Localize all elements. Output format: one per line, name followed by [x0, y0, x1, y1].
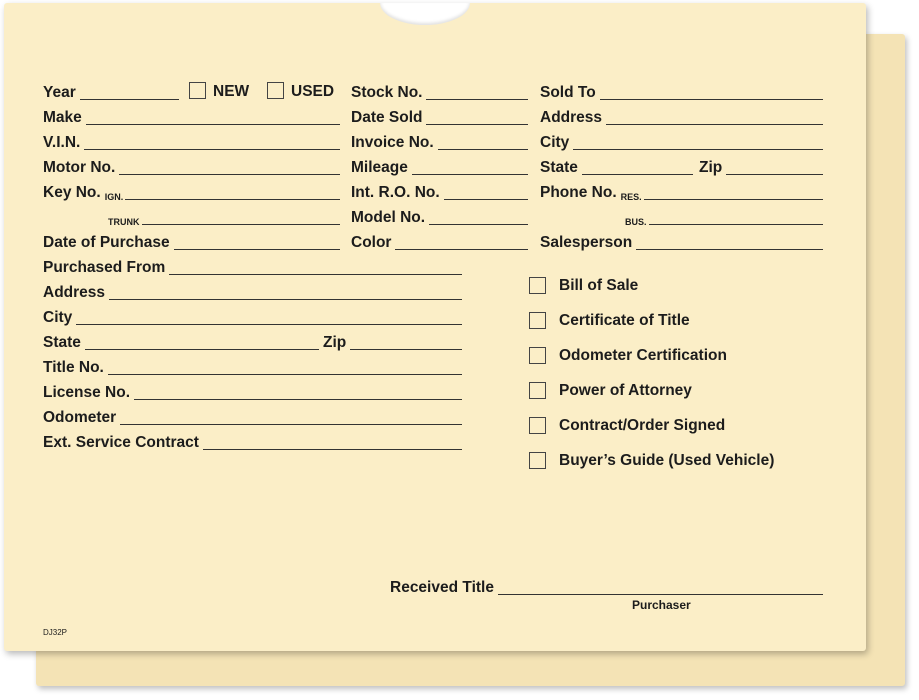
buyer-state-label: State	[540, 159, 578, 176]
make-field[interactable]	[43, 107, 340, 127]
ext-service-contract-label: Ext. Service Contract	[43, 434, 199, 451]
motor-no-field[interactable]	[43, 157, 340, 177]
ign-label: IGN.	[104, 192, 124, 202]
title-no-field[interactable]	[43, 357, 462, 377]
color-field[interactable]	[351, 232, 528, 252]
odometer-label: Odometer	[43, 409, 117, 426]
seller-state-label: State	[43, 334, 81, 351]
odometer-certification-checkbox[interactable]	[529, 347, 546, 364]
buyers-guide-label: Buyer’s Guide (Used Vehicle)	[559, 452, 775, 469]
buyer-city-field[interactable]	[540, 132, 823, 152]
buyers-guide-checkbox[interactable]	[529, 452, 546, 469]
form-code: DJ32P	[43, 628, 68, 637]
invoice-no-label: Invoice No.	[351, 134, 434, 151]
used-checkbox[interactable]	[267, 82, 284, 99]
buyer-zip-field[interactable]	[699, 157, 823, 177]
seller-address-label: Address	[43, 284, 106, 301]
vin-label: V.I.N.	[43, 134, 81, 151]
seller-address-field[interactable]	[43, 282, 462, 302]
date-sold-field[interactable]	[351, 107, 528, 127]
buyer-state-field[interactable]	[540, 157, 693, 177]
key-no-ign-field[interactable]	[43, 182, 340, 202]
new-checkbox[interactable]	[189, 82, 206, 99]
contract-order-signed-checkbox[interactable]	[529, 417, 546, 434]
phone-no-label: Phone No.	[540, 184, 617, 201]
power-of-attorney-checkbox[interactable]	[529, 382, 546, 399]
seller-zip-field[interactable]	[323, 332, 462, 352]
date-sold-label: Date Sold	[351, 109, 423, 126]
key-no-trunk-field[interactable]	[108, 207, 340, 227]
phone-bus-field[interactable]	[625, 207, 823, 227]
title-no-label: Title No.	[43, 359, 104, 376]
ext-service-contract-field[interactable]	[43, 432, 462, 452]
phone-res-field[interactable]	[540, 182, 823, 202]
used-label: USED	[291, 83, 335, 100]
invoice-no-field[interactable]	[351, 132, 528, 152]
res-label: RES.	[620, 192, 642, 202]
mileage-field[interactable]	[351, 157, 528, 177]
purchased-from-label: Purchased From	[43, 259, 166, 276]
trunk-label: TRUNK	[108, 217, 140, 227]
vin-field[interactable]	[43, 132, 340, 152]
make-label: Make	[43, 109, 82, 126]
model-no-field[interactable]	[351, 207, 528, 227]
year-field[interactable]	[43, 82, 179, 102]
color-label: Color	[351, 234, 392, 251]
license-no-label: License No.	[43, 384, 130, 401]
int-ro-no-field[interactable]	[351, 182, 528, 202]
bill-of-sale-label: Bill of Sale	[559, 277, 639, 294]
buyer-zip-label: Zip	[699, 159, 723, 176]
mileage-label: Mileage	[351, 159, 408, 176]
certificate-of-title-label: Certificate of Title	[559, 312, 690, 329]
certificate-of-title-checkbox[interactable]	[529, 312, 546, 329]
date-of-purchase-label: Date of Purchase	[43, 234, 170, 251]
buyer-address-label: Address	[540, 109, 603, 126]
power-of-attorney-label: Power of Attorney	[559, 382, 692, 399]
buyer-city-label: City	[540, 134, 570, 151]
odometer-certification-label: Odometer Certification	[559, 347, 727, 364]
int-ro-no-label: Int. R.O. No.	[351, 184, 440, 201]
date-of-purchase-field[interactable]	[43, 232, 340, 252]
seller-city-label: City	[43, 309, 73, 326]
contract-order-signed-label: Contract/Order Signed	[559, 417, 726, 434]
salesperson-label: Salesperson	[540, 234, 633, 251]
stock-no-field[interactable]	[351, 82, 528, 102]
purchased-from-field[interactable]	[43, 257, 462, 277]
year-label: Year	[43, 84, 76, 101]
buyer-address-field[interactable]	[540, 107, 823, 127]
new-label: NEW	[213, 83, 250, 100]
received-title-label: Received Title	[390, 579, 494, 596]
seller-state-field[interactable]	[43, 332, 319, 352]
purchaser-caption: Purchaser	[632, 598, 691, 612]
odometer-field[interactable]	[43, 407, 462, 427]
model-no-label: Model No.	[351, 209, 426, 226]
bill-of-sale-checkbox[interactable]	[529, 277, 546, 294]
motor-no-label: Motor No.	[43, 159, 116, 176]
bus-label: BUS.	[625, 217, 647, 227]
sold-to-label: Sold To	[540, 84, 596, 101]
stock-no-label: Stock No.	[351, 84, 423, 101]
seller-city-field[interactable]	[43, 307, 462, 327]
sold-to-field[interactable]	[540, 82, 823, 102]
license-no-field[interactable]	[43, 382, 462, 402]
salesperson-field[interactable]	[540, 232, 823, 252]
key-no-label: Key No.	[43, 184, 101, 201]
received-title-field[interactable]	[390, 577, 823, 597]
seller-zip-label: Zip	[323, 334, 347, 351]
